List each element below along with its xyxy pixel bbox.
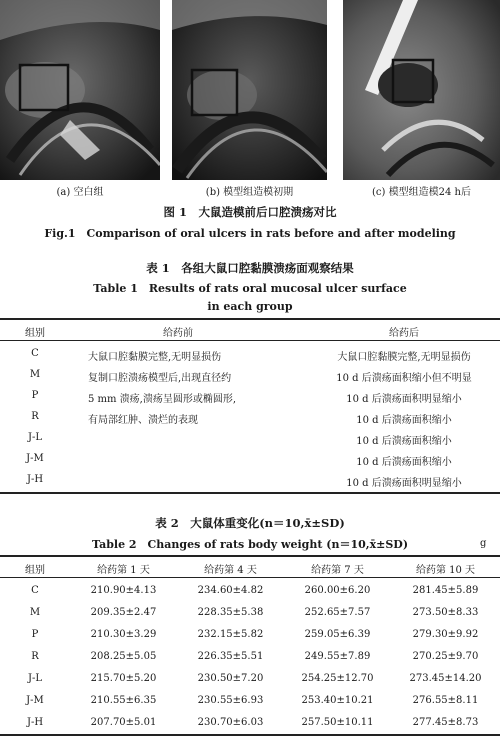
table2-cell: J-L [27, 673, 43, 684]
table2-cell: 210.30±3.29 [90, 629, 157, 640]
table2-cell: 279.30±9.92 [412, 629, 479, 640]
table2-cell: 210.90±4.13 [90, 585, 157, 596]
table1-cell-after: 10 d 后溃疡面积明显缩小 [346, 478, 462, 489]
photo-blank-group [0, 0, 160, 180]
table2-title-cn: 表 2 大鼠体重变化(n＝10,x̄±SD) [155, 516, 345, 530]
table2-cell: 208.25±5.05 [90, 651, 157, 662]
table1-bottom-rule [0, 492, 500, 494]
table2-header-day10: 给药第 10 天 [415, 565, 476, 576]
table1-cell-after: 10 d 后溃疡面积缩小 [356, 436, 452, 447]
table1-cell-after: 大鼠口腔黏膜完整,无明显损伤 [337, 352, 471, 363]
table2-cell: 230.50±7.20 [197, 673, 264, 684]
table2-header-day4: 给药第 4 天 [204, 565, 257, 576]
table2-cell: 259.05±6.39 [304, 629, 371, 640]
table1-cell-before: 复制口腔溃疡模型后,出现直径约 [88, 373, 232, 384]
table1-cell-group: M [29, 369, 41, 380]
table2-header-day7: 给药第 7 天 [311, 565, 364, 576]
table2-cell: 215.70±5.20 [90, 673, 157, 684]
table1-title-cn: 表 1 各组大鼠口腔黏膜溃疡面观察结果 [146, 261, 354, 275]
table1-cell-before: 大鼠口腔黏膜完整,无明显损伤 [88, 352, 222, 363]
table1-cell-group: P [31, 390, 39, 401]
caption-a: (a) 空白组 [56, 187, 104, 198]
table2-unit: g [480, 538, 487, 549]
figure-title-en: Fig.1 Comparison of oral ulcers in rats before and after modeling [44, 227, 456, 240]
table2-cell: 270.25±9.70 [412, 651, 479, 662]
table1-header-group: 组别 [25, 328, 45, 339]
table2-header-day1: 给药第 1 天 [97, 565, 150, 576]
table2-top-rule [0, 555, 500, 557]
table1-cell-after: 10 d 后溃疡面积缩小 [356, 415, 452, 426]
table2-cell: 281.45±5.89 [412, 585, 479, 596]
caption-c: (c) 模型组造模24 h后 [372, 187, 471, 198]
table2-bottom-rule [0, 734, 500, 736]
table1-top-rule [0, 318, 500, 320]
table1-cell-after: 10 d 后溃疡面积缩小 [356, 457, 452, 468]
table1-cell-after: 10 d 后溃疡面积缩小但不明显 [336, 373, 472, 384]
table1-title-en: Table 1 Results of rats oral mucosal ulcer surface [93, 282, 407, 295]
table2-cell: 209.35±2.47 [90, 607, 157, 618]
table2-header-rule [0, 577, 500, 578]
caption-b: (b) 模型组造模初期 [205, 187, 294, 198]
table2-cell: 234.60±4.82 [197, 585, 264, 596]
table1-title-en-line2: in each group [207, 300, 293, 313]
table2-cell: 253.40±10.21 [301, 695, 374, 706]
table2-cell: 226.35±5.51 [197, 651, 264, 662]
table2-cell: 249.55±7.89 [304, 651, 371, 662]
table1-cell-group: J-M [26, 453, 44, 464]
table1-cell-group: J-L [27, 432, 43, 443]
table2-cell: 207.70±5.01 [90, 717, 157, 728]
table1-cell-after: 10 d 后溃疡面积明显缩小 [346, 394, 462, 405]
table2-cell: R [31, 651, 39, 662]
table1-header-after: 给药后 [389, 328, 419, 339]
table2-cell: M [29, 607, 41, 618]
table2-cell: 230.70±6.03 [197, 717, 264, 728]
table2-cell: 252.65±7.57 [304, 607, 371, 618]
table2-cell: 232.15±5.82 [197, 629, 264, 640]
table2-cell: 273.50±8.33 [412, 607, 479, 618]
table1-cell-before: 5 mm 溃疡,溃疡呈圆形或椭圆形, [88, 394, 237, 405]
table2-cell: P [31, 629, 39, 640]
table1-cell-before: 有局部红肿、溃烂的表现 [88, 415, 198, 426]
table1-header-rule [0, 340, 500, 341]
table1-cell-group: J-H [26, 474, 44, 485]
figure-title-cn: 图 1 大鼠造模前后口腔溃疡对比 [163, 205, 337, 219]
table2-cell: 260.00±6.20 [304, 585, 371, 596]
figure-1-photos [0, 0, 500, 180]
table1-header-before: 给药前 [163, 328, 193, 339]
photo-model-initial [172, 0, 327, 180]
table2-cell: 254.25±12.70 [301, 673, 374, 684]
photo-model-24h [343, 0, 500, 180]
table2-cell: 276.55±8.11 [412, 695, 479, 706]
table2-cell: 273.45±14.20 [409, 673, 482, 684]
table1-cell-group: C [31, 348, 39, 359]
table2-cell: 210.55±6.35 [90, 695, 157, 706]
table2-cell: J-M [26, 695, 44, 706]
table2-title-en: Table 2 Changes of rats body weight (n＝10,x̄±SD) [91, 538, 409, 551]
table2-header-group: 组别 [25, 565, 45, 576]
table2-cell: 230.55±6.93 [197, 695, 264, 706]
table2-cell: 228.35±5.38 [197, 607, 264, 618]
table2-cell: 257.50±10.11 [301, 717, 374, 728]
table2-cell: C [31, 585, 39, 596]
table2-cell: 277.45±8.73 [412, 717, 479, 728]
table1-cell-group: R [31, 411, 39, 422]
table2-cell: J-H [26, 717, 44, 728]
